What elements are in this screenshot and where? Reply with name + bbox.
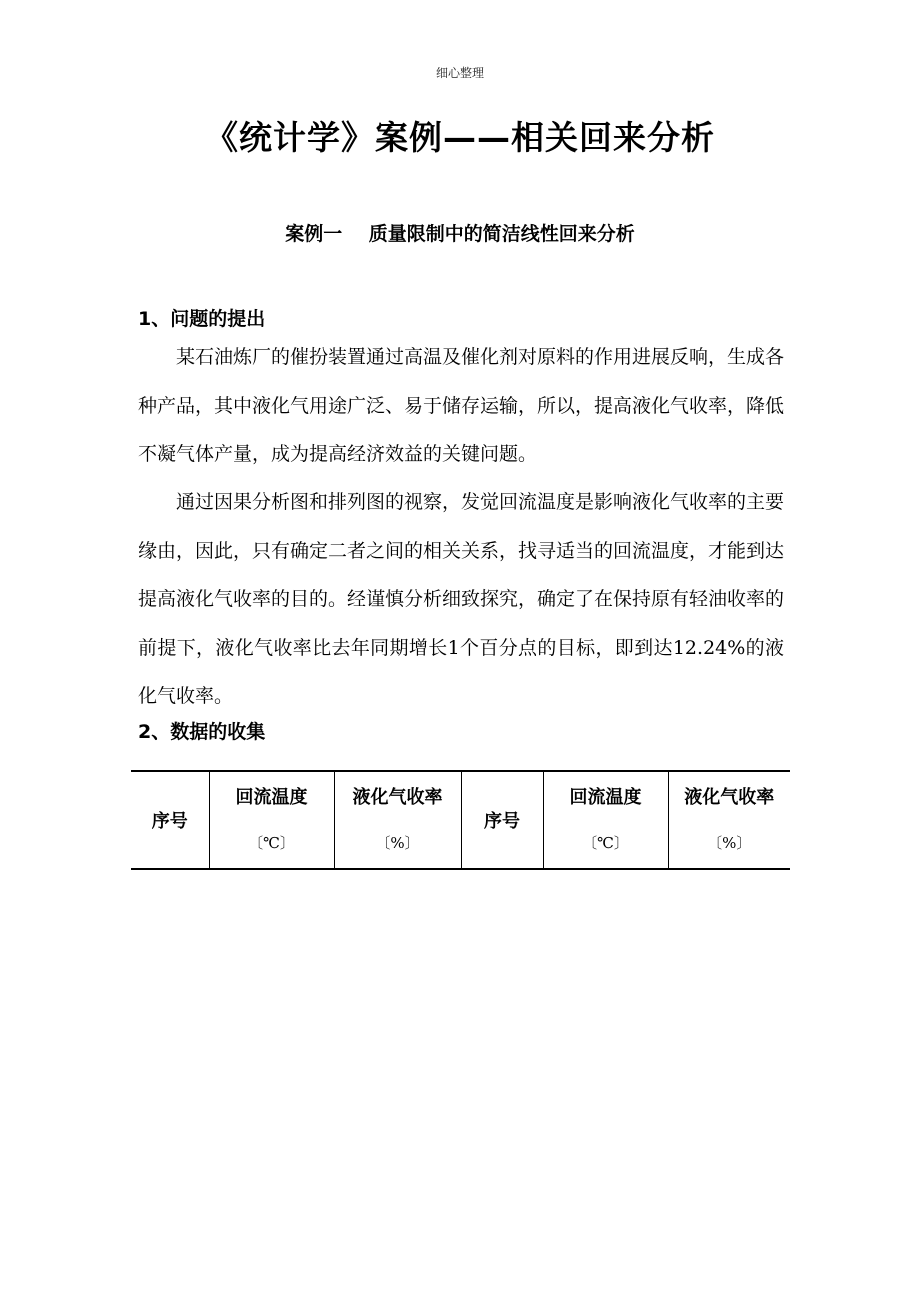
column-header-label: 序号 xyxy=(484,811,520,832)
column-header-unit: 〔%〕 xyxy=(375,834,420,852)
table-header-cell xyxy=(461,771,543,869)
table-header-cell xyxy=(131,771,209,869)
column-header-unit: 〔℃〕 xyxy=(248,834,295,852)
case-title: 案例一 质量限制中的简洁线性回来分析 xyxy=(285,223,635,245)
column-header-label: 液化气收率 xyxy=(352,787,443,808)
column-header-unit: 〔℃〕 xyxy=(582,834,629,852)
table-header-row xyxy=(131,771,790,869)
column-header-label: 回流温度 xyxy=(569,787,642,808)
table-header-cell xyxy=(668,771,790,869)
header-note: 细心整理 xyxy=(435,66,484,80)
column-header-label: 序号 xyxy=(151,811,188,832)
table-header-cell xyxy=(543,771,668,869)
column-header-label: 液化气收率 xyxy=(684,787,775,808)
section-heading-problem: 1、问题的提出 xyxy=(138,308,266,330)
paragraph: 通过因果分析图和排列图的视察，发觉回流温度是影响液化气收率的主要缘由，因此，只有确定二者之间的相关关系，找寻适当的回流温度，才能到达提高液化气收率的目的。经谨慎分析细致探究，确定了在保持原有轻油收率的前提下，液化气收率比去年同期增长1个百分点的目标，即到达12.24%的液化气收率。 xyxy=(138,491,785,707)
column-header-unit: 〔%〕 xyxy=(707,834,752,852)
section-heading-data-collection: 2、数据的收集 xyxy=(138,721,266,743)
column-header-label: 回流温度 xyxy=(235,787,308,808)
paragraph: 某石油炼厂的催扮装置通过高温及催化剂对原料的作用进展反响，生成各种产品，其中液化气用途广泛、易于储存运输，所以，提高液化气收率，降低不凝气体产量，成为提高经济效益的关键问题。 xyxy=(138,346,785,465)
table-header-cell xyxy=(209,771,334,869)
data-table xyxy=(131,770,790,870)
document-title: 《统计学》案例——相关回来分析 xyxy=(205,118,715,157)
table-header-cell xyxy=(334,771,461,869)
